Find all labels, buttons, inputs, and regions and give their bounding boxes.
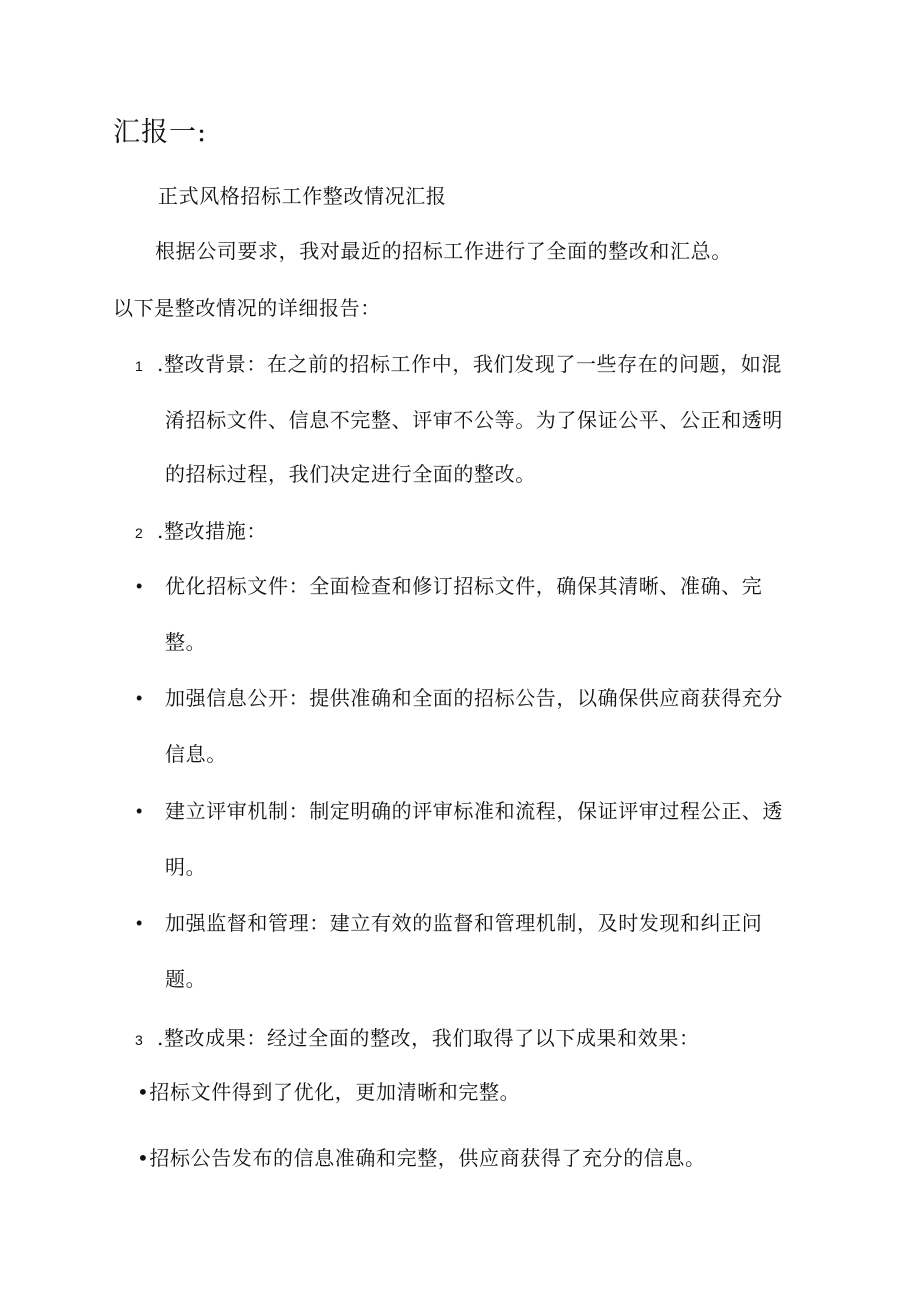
section-1-line-3: 的招标过程，我们决定进行全面的整改。 <box>165 462 536 486</box>
section-1-line-2: 淆招标文件、信息不完整、评审不公等。为了保证公平、公正和透明 <box>165 408 783 432</box>
section-1-number: 1 <box>135 358 143 374</box>
measure-4-bullet: • <box>136 913 143 933</box>
result-item-2: •招标公告发布的信息准确和完整，供应商获得了充分的信息。 <box>137 1146 706 1170</box>
measure-3-line-2: 明。 <box>165 855 207 879</box>
measure-4-line-1: 加强监督和管理：建立有效的监督和管理机制，及时发现和纠正问 <box>165 911 763 935</box>
measure-4-line-2: 题。 <box>165 967 207 991</box>
section-1-line-1: .整改背景：在之前的招标工作中，我们发现了一些存在的问题，如混 <box>157 352 782 376</box>
measure-1-line-2: 整。 <box>165 630 207 654</box>
result-item-1: •招标文件得到了优化，更加清晰和完整。 <box>137 1080 521 1104</box>
intro-line-2: 以下是整改情况的详细报告： <box>113 296 381 320</box>
section-2-line-1: .整改措施： <box>157 519 267 543</box>
report-subtitle: 正式风格招标工作整改情况汇报 <box>158 184 447 208</box>
intro-line-1: 根据公司要求，我对最近的招标工作进行了全面的整改和汇总。 <box>155 239 732 263</box>
report-heading: 汇报一: <box>113 117 208 148</box>
measure-1-line-1: 优化招标文件：全面检查和修订招标文件，确保其清晰、准确、完 <box>165 574 763 598</box>
section-3-line-1: .整改成果：经过全面的整改，我们取得了以下成果和效果： <box>157 1026 700 1050</box>
measure-2-bullet: • <box>136 688 143 708</box>
section-3-number: 3 <box>135 1032 143 1048</box>
measure-2-line-1: 加强信息公开：提供准确和全面的招标公告，以确保供应商获得充分 <box>165 686 783 710</box>
measure-3-bullet: • <box>136 801 143 821</box>
measure-2-line-2: 信息。 <box>165 742 227 766</box>
measure-1-bullet: • <box>136 576 143 596</box>
section-2-number: 2 <box>135 525 143 541</box>
measure-3-line-1: 建立评审机制：制定明确的评审标准和流程，保证评审过程公正、透 <box>165 799 783 823</box>
